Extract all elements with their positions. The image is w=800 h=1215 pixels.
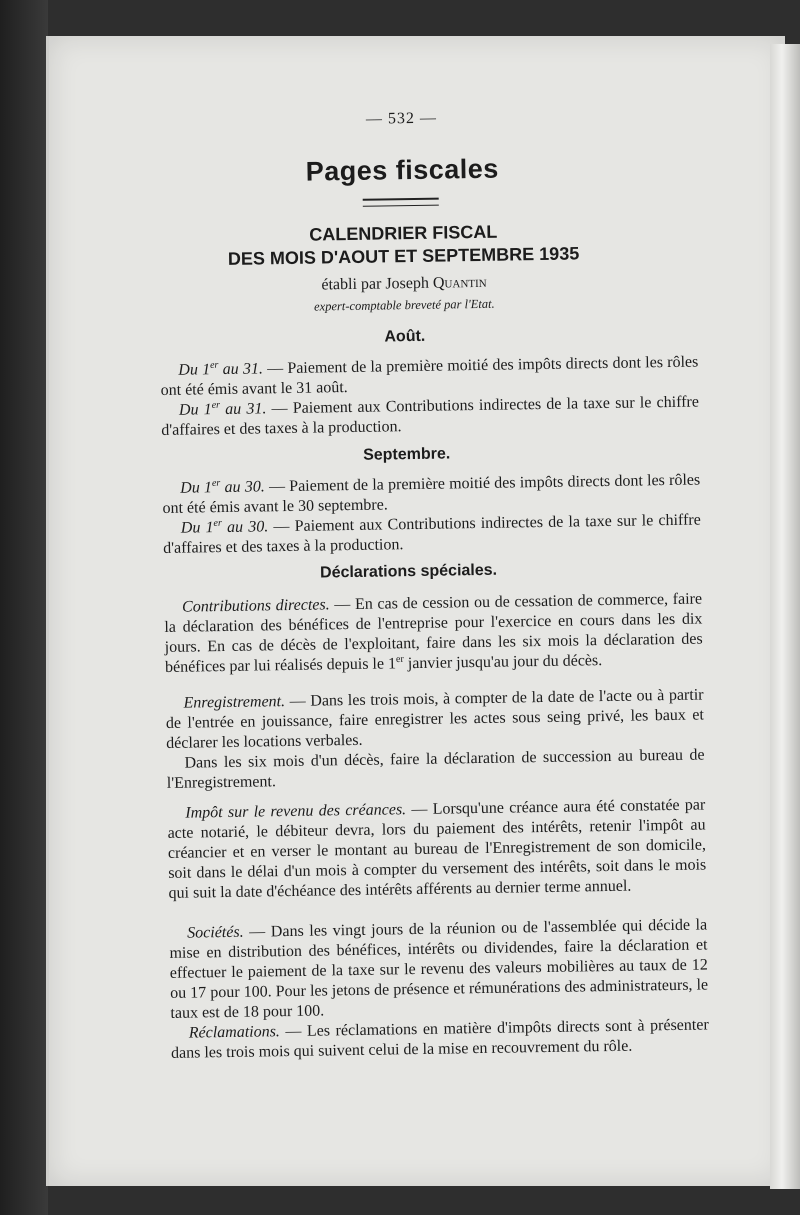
paragraph-text: — Les réclamations en matière d'impôts directs sont à présenter dans les trois mois qui suivent celui de la mise en recouvrement du rôle. — [170, 1016, 709, 1062]
paragraph-societes — [169, 915, 709, 1023]
paragraph-enregistrement-2: Dans les six mois d'un décès, faire la déclaration de succession au bureau de l'Enregistrement. — [166, 746, 705, 792]
entry-text: — Paiement aux Contributions indirectes de la taxe sur le chiffre d'affaires et des taxes à la production. — [163, 511, 701, 557]
paragraph-text-end: janvier jusqu'au jour du décès. — [403, 652, 603, 673]
paragraph-lead: Contributions directes. — [181, 596, 330, 616]
section-heading: Pages fiscales — [305, 153, 500, 187]
entry-date: Du 1er au 31. — [178, 359, 264, 379]
author-prefix: établi par Joseph — [321, 274, 434, 294]
entry-date: Du 1er au 30. — [180, 477, 265, 497]
heading-declarations: Déclarations spéciales. — [319, 561, 498, 582]
page-number: — 532 — — [365, 109, 438, 128]
page-content — [107, 0, 709, 1062]
paragraph-impot-creances — [167, 795, 707, 903]
entry-text: — Paiement de la première moitié des impôts directs dont les rôles ont été émis avant le 30 septembre. — [162, 471, 701, 517]
scan-background — [0, 0, 48, 1215]
entry-date: Du 1er au 31. — [178, 399, 267, 419]
author-surname: Quantin — [432, 273, 487, 292]
heading-aout: Août. — [384, 327, 426, 346]
paragraph-text: — Dans les trois mois, à compter de la date de l'acte ou à partir de l'entrée en jouissance, faire enregistrer les actes sous seing privé, les baux et déclarer les locations verbales. — [165, 686, 704, 752]
paragraph-lead: Impôt sur le revenu des créances. — [185, 801, 407, 822]
paragraph-text: — Lorsqu'une créance aura été constatée par acte notarié, le débiteur devra, lors du paiement des intérêts, retenir l'impôt au créancier et en verser le montant au bureau de l'Enregistrement de son domicile, soit dans le délai d'un mois à compter du versement des intérêts, soit dans le mois qui suit la date d'échéance des intérêts afférents au dernier terme annuel. — [167, 796, 707, 902]
calendar-title-line2: DES MOIS D'AOUT ET SEPTEMBRE 1935 — [227, 243, 580, 269]
septembre-entry-2 — [163, 511, 702, 559]
aout-entry-2 — [161, 393, 700, 441]
paragraph-text: — Dans les vingt jours de la réunion ou de l'assemblée qui décide la mise en distribution des bénéfices, intérêts ou dividendes, faire la déclaration et effectuer le paiement de la taxe sur le revenu des valeurs mobilières au taux de 12 ou 17 pour 100. Pour les jetons de présence et rémunérations des administrateurs, le taux est de 18 pour 100. — [169, 916, 709, 1022]
page-edge — [770, 44, 800, 1189]
paragraph-lead: Sociétés. — [187, 923, 244, 942]
paragraph-lead: Enregistrement. — [183, 693, 286, 712]
heading-septembre: Septembre. — [363, 445, 451, 464]
entry-text: — Paiement aux Contributions indirectes de la taxe sur le chiffre d'affaires et des taxes à la production. — [161, 393, 700, 439]
calendar-title-line1: CALENDRIER FISCAL — [309, 221, 498, 245]
paragraph-lead: Réclamations. — [188, 1023, 280, 1042]
heading-rule — [363, 198, 439, 207]
paragraph-text: — En cas de cession ou de cessation de commerce, faire la déclaration des bénéfices de l'entreprise pour l'exercice en cours dans les dix jours. En cas de décès de l'exploitant, faire dans les six mois la déclaration des bénéfices par lui réalisés depuis le 1 — [164, 590, 703, 676]
entry-text: — Paiement de la première moitié des impôts directs dont les rôles ont été émis avant le 31 août. — [160, 353, 699, 399]
author-credential: expert-comptable breveté par l'Etat. — [313, 296, 495, 314]
paragraph-contributions-directes: Contributions directes. — En cas de cession ou de cessation de commerce, faire la déclaration des bénéfices de l'entreprise pour l'exercice en cours dans les dix jours. En cas de décès de l'exploitant, faire dans les six mois la déclaration des bénéfices par lui réalisés depuis le 1er janvier jusqu'au jour du décès. — [164, 590, 703, 676]
entry-date: Du 1er au 30. — [180, 517, 269, 537]
paragraph-enregistrement — [165, 685, 704, 753]
paragraph-reclamations — [171, 1015, 710, 1063]
